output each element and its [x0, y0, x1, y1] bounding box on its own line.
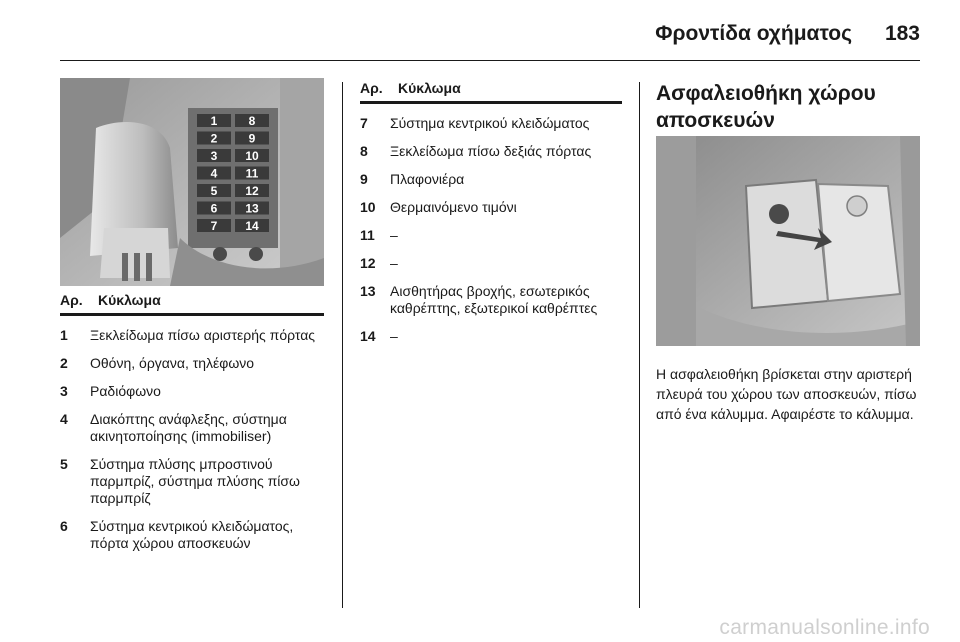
fuse-circuit: –: [390, 227, 398, 243]
table-header: [360, 80, 622, 104]
fuse-circuit: –: [390, 328, 398, 344]
fuse-slot-label: 6: [210, 201, 218, 216]
watermark: carmanualsonline.info: [719, 616, 930, 639]
table-row: [360, 199, 622, 216]
table-row: [360, 143, 622, 160]
table-row: [60, 327, 324, 344]
table-row: [360, 283, 622, 317]
fuse-circuit: Διακόπτης ανάφλεξης, σύστημα ακινητοποίησης (immobiliser): [90, 411, 287, 444]
table-row: [360, 171, 622, 188]
table-row: [60, 355, 324, 372]
fuse-number: 10: [360, 199, 376, 215]
fuse-slot-label: 9: [248, 131, 256, 146]
fuse-number: 6: [60, 518, 68, 534]
fuse-circuit: Ξεκλείδωμα πίσω αριστερής πόρτας: [90, 327, 316, 343]
fuse-circuit: Αισθητήρας βροχής, εσωτερικός καθρέπτης, εξωτερικοί καθρέπτες: [390, 283, 598, 316]
page-number: 183: [884, 22, 920, 45]
table-row: [360, 255, 622, 272]
fuse-number: 11: [360, 227, 375, 243]
fuse-slot-label: 4: [210, 166, 218, 181]
section-body-text: Η ασφαλειοθήκη βρίσκεται στην αριστερή πλευρά του χώρου των αποσκευών, πίσω από ένα κάλυμμα. Αφαιρέστε το κάλυμμα.: [656, 366, 917, 422]
fuse-circuit: Σύστημα κεντρικού κλειδώματος: [390, 115, 590, 131]
fuse-box-illustration: [60, 78, 324, 286]
fuse-number: 4: [60, 411, 68, 427]
table-row: [360, 328, 622, 345]
section-heading: Ασφαλειοθήκη χώρου αποσκευών: [656, 82, 876, 132]
fuse-number: 13: [360, 283, 376, 299]
page-section-title: Φροντίδα οχήματος: [655, 22, 852, 45]
column-header-number: Αρ.: [360, 80, 383, 96]
column-header-circuit: Κύκλωμα: [398, 80, 461, 96]
fuse-number: 1: [60, 327, 68, 343]
fuse-slot-label: 12: [245, 184, 259, 198]
table-row: [60, 383, 324, 400]
fuse-number: 2: [60, 355, 68, 371]
fuse-number: 8: [360, 143, 368, 159]
fuse-circuit: –: [390, 255, 398, 271]
fuse-circuit: Σύστημα κεντρικού κλειδώματος, πόρτα χώρου αποσκευών: [90, 518, 294, 551]
page-header: [0, 0, 960, 62]
fuse-circuit: Πλαφονιέρα: [390, 171, 465, 187]
column-divider-right: [639, 82, 640, 608]
header-rule: [60, 60, 920, 61]
fuse-circuit: Ξεκλείδωμα πίσω δεξιάς πόρτας: [390, 143, 592, 159]
column-header-circuit: Κύκλωμα: [98, 292, 161, 308]
fuse-table-right: [360, 80, 622, 345]
fuse-table-left: [60, 292, 324, 552]
table-row: [360, 227, 622, 244]
column-divider-left: [342, 82, 343, 608]
fuse-number: 3: [60, 383, 68, 399]
fuse-number: 14: [360, 328, 376, 344]
fuse-number: 12: [360, 255, 376, 271]
fuse-slot-label: 8: [248, 114, 256, 128]
fuse-slot-label: 14: [245, 219, 259, 233]
table-header: [60, 292, 324, 316]
fuse-slot-label: 13: [245, 201, 259, 216]
fuse-slot-label: 7: [210, 219, 218, 233]
trunk-fuse-box-photo: [656, 136, 920, 346]
fuse-circuit: Σύστημα πλύσης μπροστινού παρμπρίζ, σύστημα πλύσης πίσω παρμπρίζ: [90, 456, 300, 506]
fuse-number: 9: [360, 171, 368, 187]
table-row: [60, 456, 324, 507]
table-row: [360, 115, 622, 132]
fuse-circuit: Ραδιόφωνο: [90, 383, 161, 399]
table-row: [60, 411, 324, 445]
fuse-slot-label: 5: [210, 184, 218, 198]
fuse-slot-label: 3: [210, 149, 218, 163]
fuse-circuit: Θερμαινόμενο τιμόνι: [390, 199, 517, 215]
fuse-number: 7: [360, 115, 368, 131]
column-header-number: Αρ.: [60, 292, 83, 308]
fuse-box-photo: [60, 78, 324, 286]
fuse-slot-label: 10: [245, 149, 259, 163]
fuse-slot-label: 11: [245, 166, 259, 181]
fuse-number: 5: [60, 456, 68, 472]
fuse-slot-label: 2: [210, 131, 218, 146]
fuse-circuit: Οθόνη, όργανα, τηλέφωνο: [90, 355, 255, 371]
trunk-illustration: [656, 136, 920, 346]
fuse-slot-label: 1: [210, 114, 218, 128]
table-row: [60, 518, 324, 552]
